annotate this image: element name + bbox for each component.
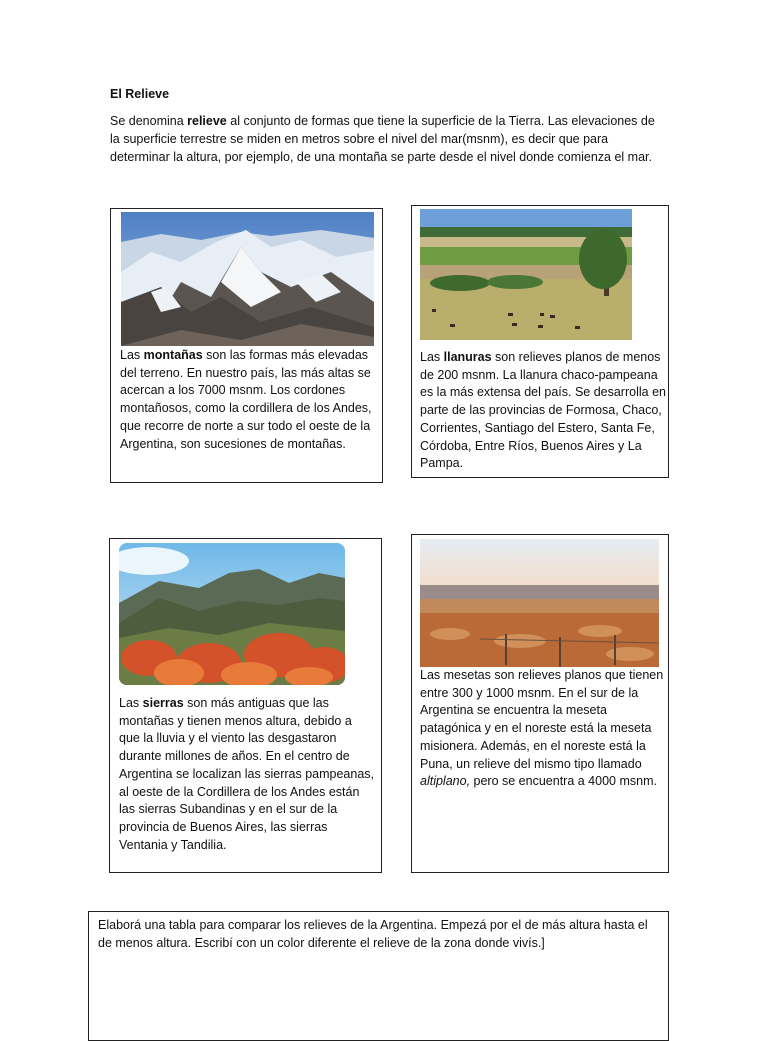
term-sierras: sierras xyxy=(142,696,184,710)
card-mesetas xyxy=(411,534,669,873)
mountains-image xyxy=(121,212,374,346)
montanas-text: Las montañas son las formas más elevadas del terreno. En nuestro país, las más altas se acercan a los 7000 msnm. Los cordones montañosos, como la cordillera de los Andes, que recorre de norte a sur todo el oeste de la Argentina, son sucesiones de montañas. xyxy=(120,348,372,451)
task-text: Elaborá una tabla para comparar los relieves de la Argentina. Empezá por el de más altura hasta el de menos altura. Escribí con un color diferente el relieve de la zona donde vivís.] xyxy=(98,918,648,950)
sierras-text: Las sierras son más antiguas que las montañas y tienen menos altura, debido a que la lluvia y el viento las desgastaron durante millones de años. En el centro de Argentina se localizan las sierras pampeanas, al oeste de la Cordillera de los Andes están las sierras Subandinas y en el sur de la provincia de Buenos Aires, las sierras Ventania y Tandilia. xyxy=(119,696,374,852)
document-title: El Relieve xyxy=(110,87,170,101)
card-montanas xyxy=(110,208,383,483)
intro-paragraph: Se denomina relieve al conjunto de formas que tiene la superficie de la Tierra. Las elevaciones de la superficie terrestre se miden en metros sobre el nivel del mar(msnm), es decir que para determinar la altura, por ejemplo, de una montaña se parte desde el nivel donde comienza el mar. xyxy=(110,114,655,164)
plains-image xyxy=(420,209,632,340)
term-montanas: montañas xyxy=(143,348,203,362)
term-altiplano: altiplano, xyxy=(420,774,471,789)
plateau-image xyxy=(420,539,659,667)
card-sierras xyxy=(109,538,382,873)
mesetas-text: Las mesetas son relieves planos que tienen entre 300 y 1000 msnm. En el sur de la Argentina se encuentra la meseta patagónica y en el noreste está la meseta misionera. Además, en el noreste está la Puna, un relieve del mismo tipo llamado altiplano, pero se encuentra a 4000 msnm. xyxy=(420,668,664,789)
task-box xyxy=(88,911,669,1041)
term-relieve: relieve xyxy=(187,114,227,128)
llanuras-text: Las llanuras son relieves planos de menos de 200 msnm. La llanura chaco-pampeana es la más extensa del país. Se desarrolla en parte de las provincias de Formosa, Chaco, Corrientes, Santiago del Estero, Santa Fe, Córdoba, Entre Ríos, Buenos Aires y La Pampa. xyxy=(420,350,666,471)
hills-image xyxy=(119,543,345,685)
card-llanuras xyxy=(411,205,669,478)
term-llanuras: llanuras xyxy=(443,350,492,364)
